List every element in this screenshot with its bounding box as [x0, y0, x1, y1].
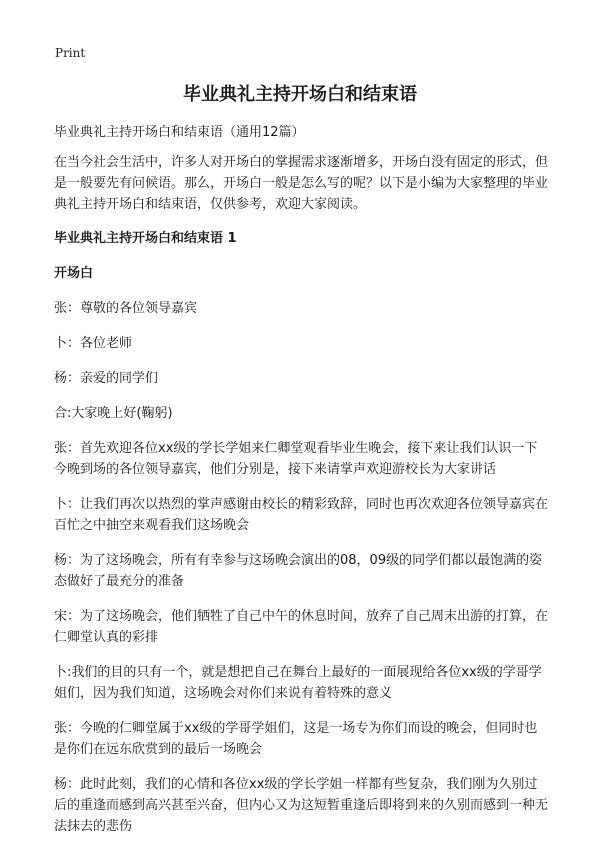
dialogue-line: 杨：亲爱的同学们 — [54, 371, 159, 386]
page-title: 毕业典礼主持开场白和结束语 — [183, 84, 417, 105]
sub-heading: 开场白 — [54, 266, 94, 281]
dialogue-line: 杨：为了这场晚会，所有有幸参与这场晚会演出的08，09级的同学们都以最饱满的姿态做好了最充分的准备 — [54, 553, 543, 589]
dialogue-line: 杨：此时此刻，我们的心情和各位xx级的学长学姐一样都有些复杂，我们刚为久别过后的重逢而感到高兴甚至兴奋，但内心又为这短暂重逢后即将到来的久别而感到一种无法抹去的悲伤 — [54, 777, 549, 834]
document-subtitle: 毕业典礼主持开场白和结束语（通用12篇） — [54, 125, 305, 140]
dialogue-line: 宋：为了这场晚会，他们牺牲了自己中午的休息时间，放弃了自己周末出游的打算，在仁卿堂认真的彩排 — [54, 609, 549, 645]
dialogue-line: 卜:我们的目的只有一个，就是想把自己在舞台上最好的一面展现给各位xx级的学哥学姐们，因为我们知道，这场晚会对你们来说有着特殊的意义 — [54, 665, 542, 701]
dialogue-line: 卜：让我们再次以热烈的掌声感谢由校长的精彩致辞，同时也再次欢迎各位领导嘉宾在百忙之中抽空来观看我们这场晚会 — [54, 497, 549, 533]
dialogue-line: 张：今晚的仁卿堂属于xx级的学哥学姐们，这是一场专为你们而设的晚会，但同时也是你们在远东欣赏到的最后一场晚会 — [54, 721, 538, 757]
dialogue-line: 张：首先欢迎各位xx级的学长学姐来仁卿堂观看毕业生晚会，接下来让我们认识一下今晚到场的各位领导嘉宾，他们分别是，接下来请掌声欢迎游校长为大家讲话 — [54, 441, 538, 477]
dialogue-line: 张：尊敬的各位领导嘉宾 — [54, 301, 198, 316]
dialogue-line: 合:大家晚上好(鞠躬) — [54, 406, 173, 421]
print-link[interactable]: Print — [55, 46, 86, 60]
document-body — [54, 122, 548, 851]
section-heading: 毕业典礼主持开场白和结束语 1 — [54, 231, 237, 246]
intro-paragraph: 在当今社会生活中，许多人对开场白的掌握需求逐渐增多，开场白没有固定的形式，但是一般要先有问候语。那么，开场白一般是怎么写的呢？以下是小编为大家整理的毕业典礼主持开场白和结束语，仅供参考，欢迎大家阅读。 — [54, 155, 549, 212]
dialogue-line: 卜：各位老师 — [54, 336, 133, 351]
